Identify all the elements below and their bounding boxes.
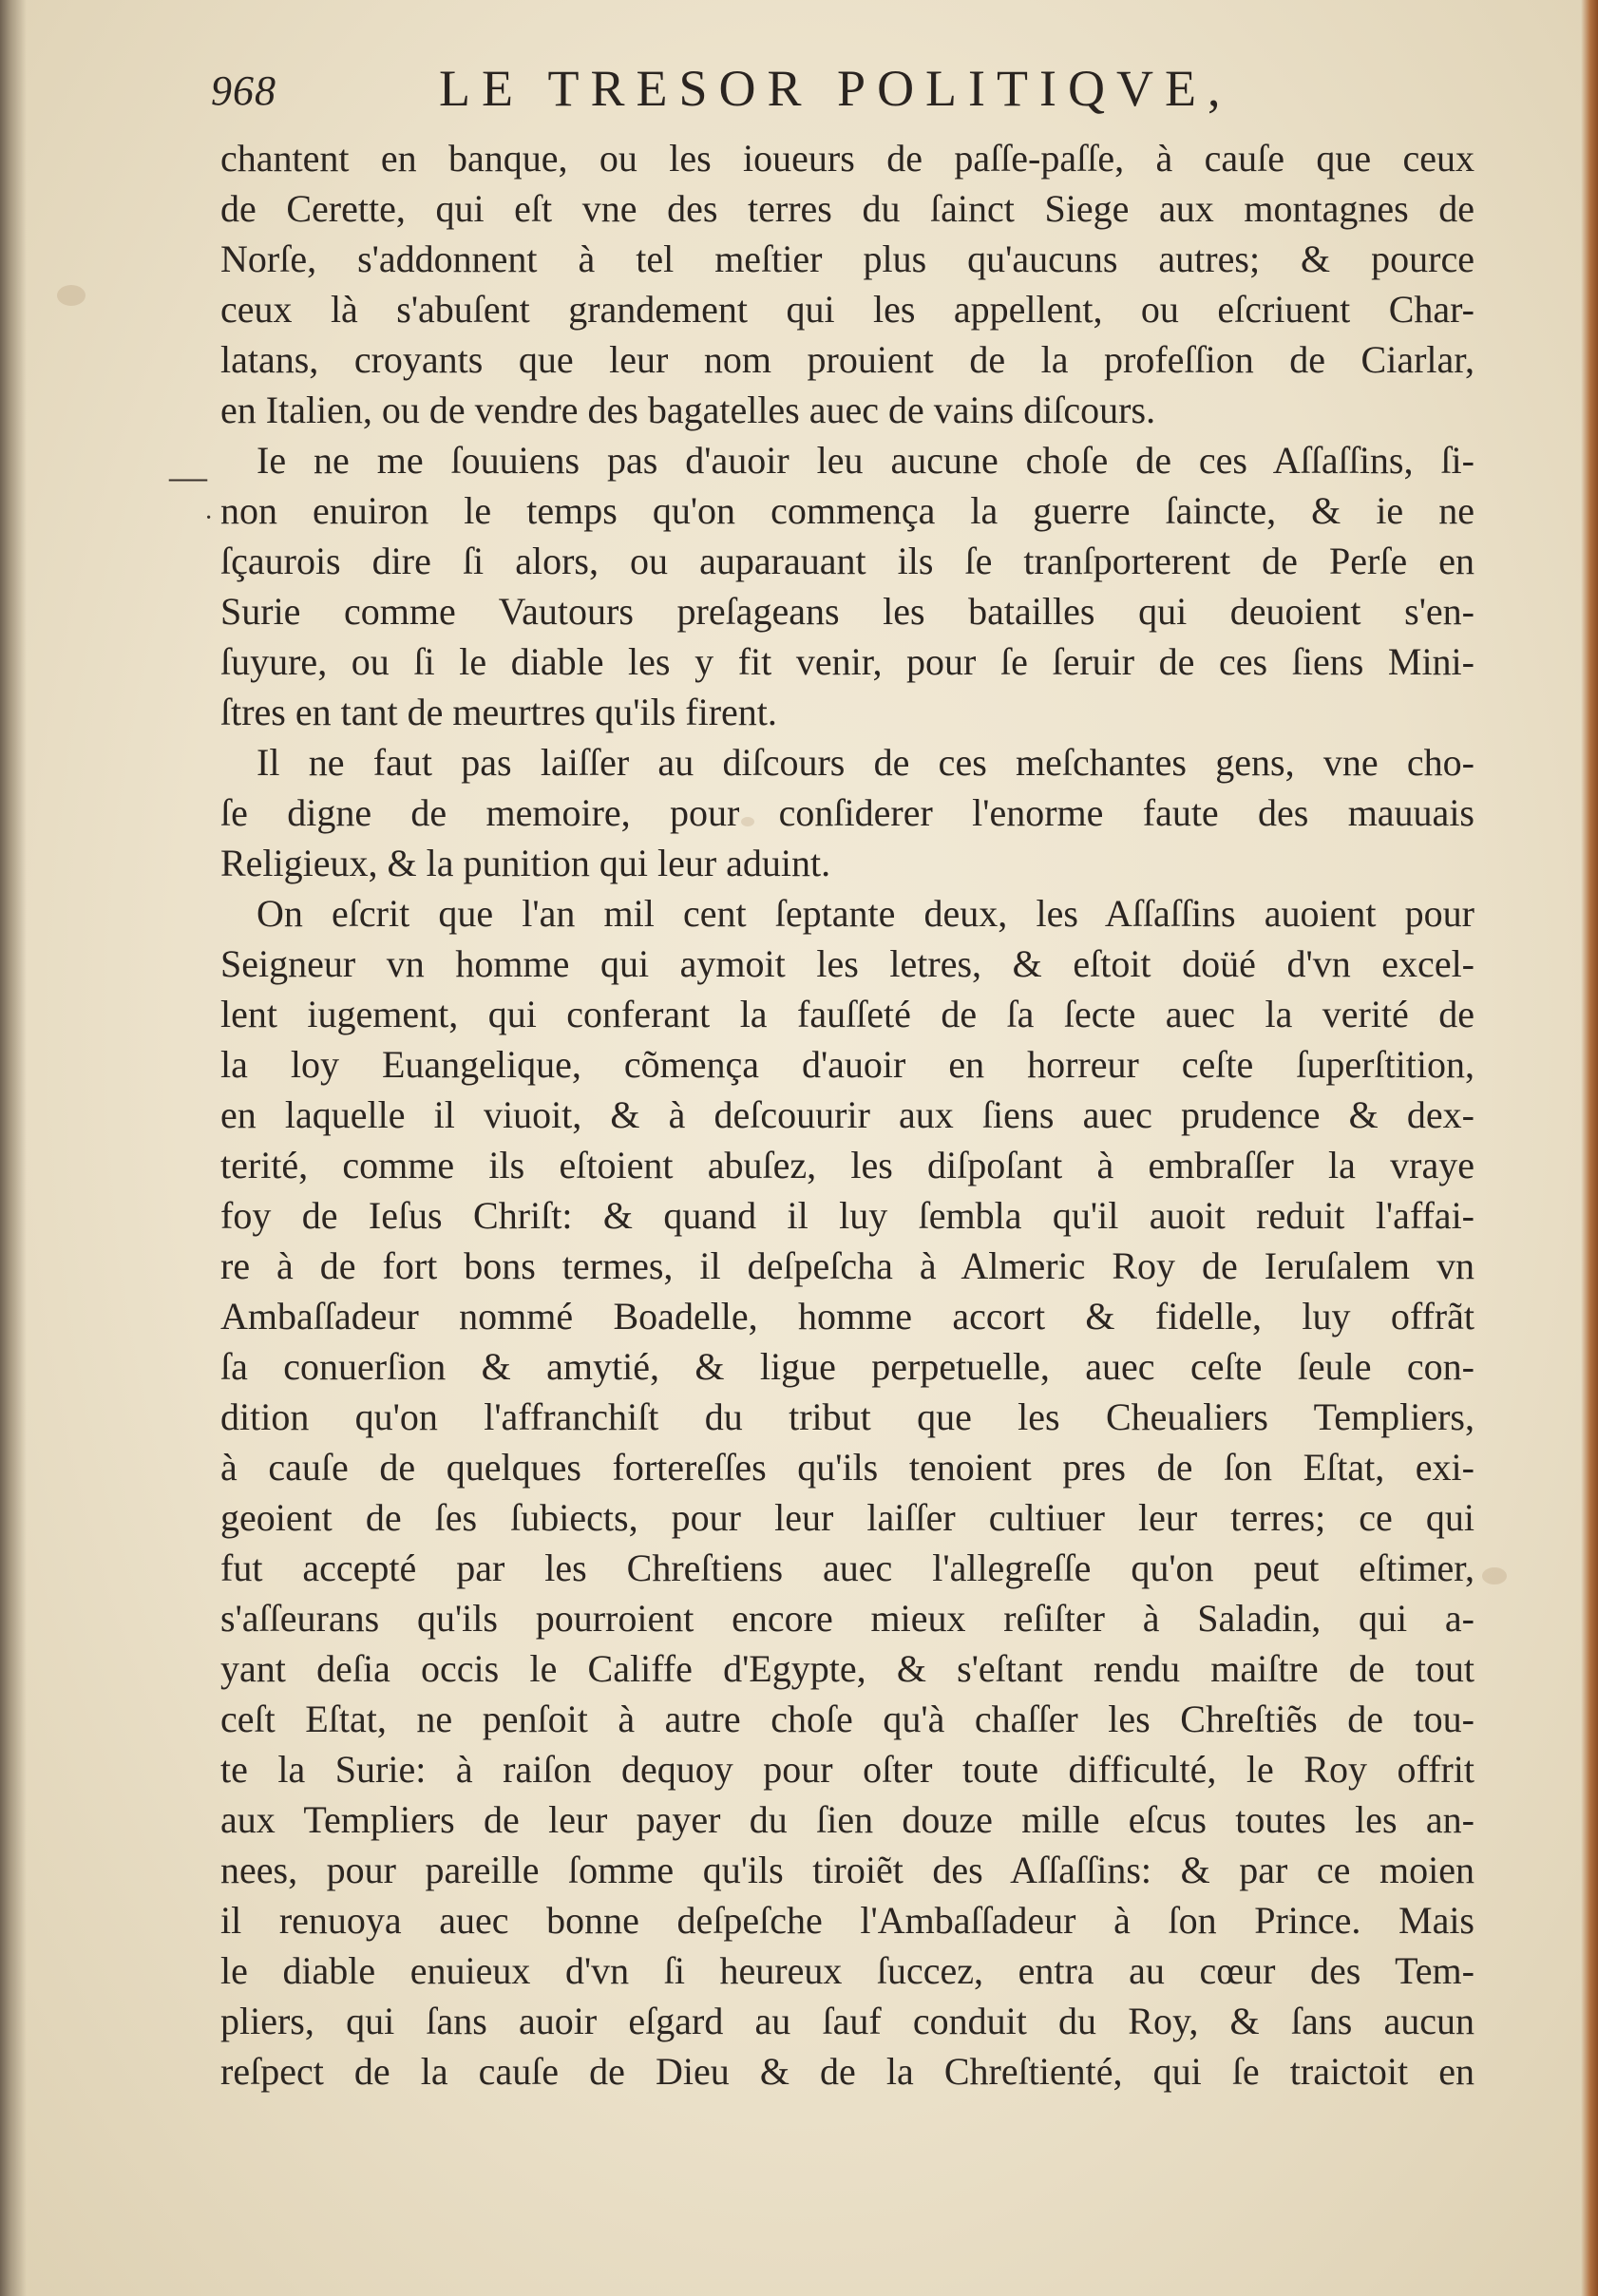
- foxing-spot: [57, 285, 86, 306]
- text-line: Religieux, & la punition qui leur aduint.: [220, 842, 831, 884]
- margin-dot-mark: ·: [204, 503, 214, 533]
- text-line: non enuiron le temps qu'on commença la guerre ſaincte, & ie ne: [220, 489, 1474, 532]
- text-line: Surie comme Vautours preſageans les batailles qui deuoient s'en-: [220, 590, 1474, 633]
- text-line: chantent en banque, ou les ioueurs de paſſe-paſſe, à cauſe que ceux: [220, 137, 1474, 180]
- text-line: Norſe, s'addonnent à tel meſtier plus qu'aucuns autres; & pource: [220, 237, 1474, 280]
- text-line: Seigneur vn homme qui aymoit les letres, & eſtoit doüé d'vn excel-: [220, 942, 1474, 985]
- text-line: ſe digne de memoire, pour conſiderer l'enorme faute des mauuais: [220, 791, 1474, 834]
- text-line: à cauſe de quelques fortereſſes qu'ils tenoient pres de ſon Eſtat, exi-: [220, 1446, 1474, 1489]
- text-line: re à de fort bons termes, il deſpeſcha à Almeric Roy de Ieruſalem vn: [220, 1244, 1474, 1287]
- text-line: dition qu'on l'affranchiſt du tribut que les Cheualiers Templiers,: [220, 1395, 1474, 1438]
- text-line: en laquelle il viuoit, & à deſcouurir aux ſiens auec prudence & dex-: [220, 1093, 1474, 1136]
- text-line: terité, comme ils eſtoient abuſez, les diſpoſant à embraſſer la vraye: [220, 1144, 1474, 1186]
- text-line: s'aſſeurans qu'ils pourroient encore mieux reſiſter à Saladin, qui a-: [220, 1597, 1474, 1640]
- text-line: il renuoya auec bonne deſpeſche l'Ambaſſadeur à ſon Prince. Mais: [220, 1899, 1474, 1942]
- text-line: On eſcrit que l'an mil cent ſeptante deux, les Aſſaſſins auoient pour: [257, 892, 1474, 935]
- text-line: de Cerette, qui eſt vne des terres du ſainct Siege aux montagnes de: [220, 187, 1474, 230]
- text-line: foy de Ieſus Chriſt: & quand il luy ſembla qu'il auoit reduit l'affai-: [220, 1194, 1474, 1237]
- text-line: ceſt Eſtat, ne penſoit à autre choſe qu'à chaſſer les Chreſtiẽs de tou-: [220, 1698, 1474, 1740]
- body-text: [220, 133, 1474, 2097]
- text-line: latans, croyants que leur nom prouient de la profeſſion de Ciarlar,: [220, 338, 1474, 381]
- page-header: [211, 59, 1332, 125]
- margin-dash-mark: —: [169, 455, 207, 498]
- text-line: te la Surie: à raiſon dequoy pour oſter toute difficulté, le Roy offrit: [220, 1748, 1474, 1791]
- text-line: fut accepté par les Chreſtiens auec l'allegreſſe qu'on peut eſtimer,: [220, 1546, 1474, 1589]
- text-line: Ambaſſadeur nommé Boadelle, homme accort & fidelle, luy offrãt: [220, 1295, 1474, 1338]
- text-line: yant deſia occis le Califfe d'Egypte, & s'eſtant rendu maiſtre de tout: [220, 1647, 1474, 1690]
- running-title: LE TRESOR POLITIQVE,: [439, 60, 1232, 117]
- text-line: pliers, qui ſans auoir eſgard au ſauf conduit du Roy, & ſans aucun: [220, 2000, 1474, 2042]
- binding-shadow: [0, 0, 27, 2296]
- text-line: Il ne faut pas laiſſer au diſcours de ces meſchantes gens, vne cho-: [257, 741, 1474, 784]
- text-line: en Italien, ou de vendre des bagatelles auec de vains diſcours.: [220, 389, 1156, 431]
- foxing-spot: [1482, 1567, 1507, 1584]
- text-line: ſtres en tant de meurtres qu'ils firent.: [220, 691, 777, 733]
- text-line: lent iugement, qui conferant la fauſſeté de ſa ſecte auec la verité de: [220, 993, 1474, 1035]
- text-line: Ie ne me ſouuiens pas d'auoir leu aucune choſe de ces Aſſaſſins, ſi-: [257, 439, 1474, 482]
- text-line: ſçaurois dire ſi alors, ou auparauant ils ſe tranſporterent de Perſe en: [220, 540, 1474, 582]
- page-edge: [1581, 0, 1598, 2296]
- text-line: le diable enuieux d'vn ſi heureux ſuccez, entra au cœur des Tem-: [220, 1949, 1474, 1992]
- page-number: 968: [211, 67, 276, 114]
- text-line: ceux là s'abuſent grandement qui les appellent, ou eſcriuent Char-: [220, 288, 1474, 331]
- text-line: geoient de ſes ſubiects, pour leur laiſſer cultiuer leur terres; ce qui: [220, 1496, 1474, 1539]
- text-line: nees, pour pareille ſomme qu'ils tiroiẽt des Aſſaſſins: & par ce moien: [220, 1849, 1474, 1891]
- text-line: ſuyure, ou ſi le diable les y fit venir, pour ſe ſeruir de ces ſiens Mini-: [220, 640, 1474, 683]
- text-line: ſa conuerſion & amytié, & ligue perpetuelle, auec ceſte ſeule con-: [220, 1345, 1474, 1388]
- text-line: la loy Euangelique, cõmença d'auoir en horreur ceſte ſuperſtition,: [220, 1043, 1474, 1086]
- text-line: aux Templiers de leur payer du ſien douze mille eſcus toutes les an-: [220, 1798, 1474, 1841]
- text-line: reſpect de la cauſe de Dieu & de la Chreſtienté, qui ſe traictoit en: [220, 2050, 1474, 2093]
